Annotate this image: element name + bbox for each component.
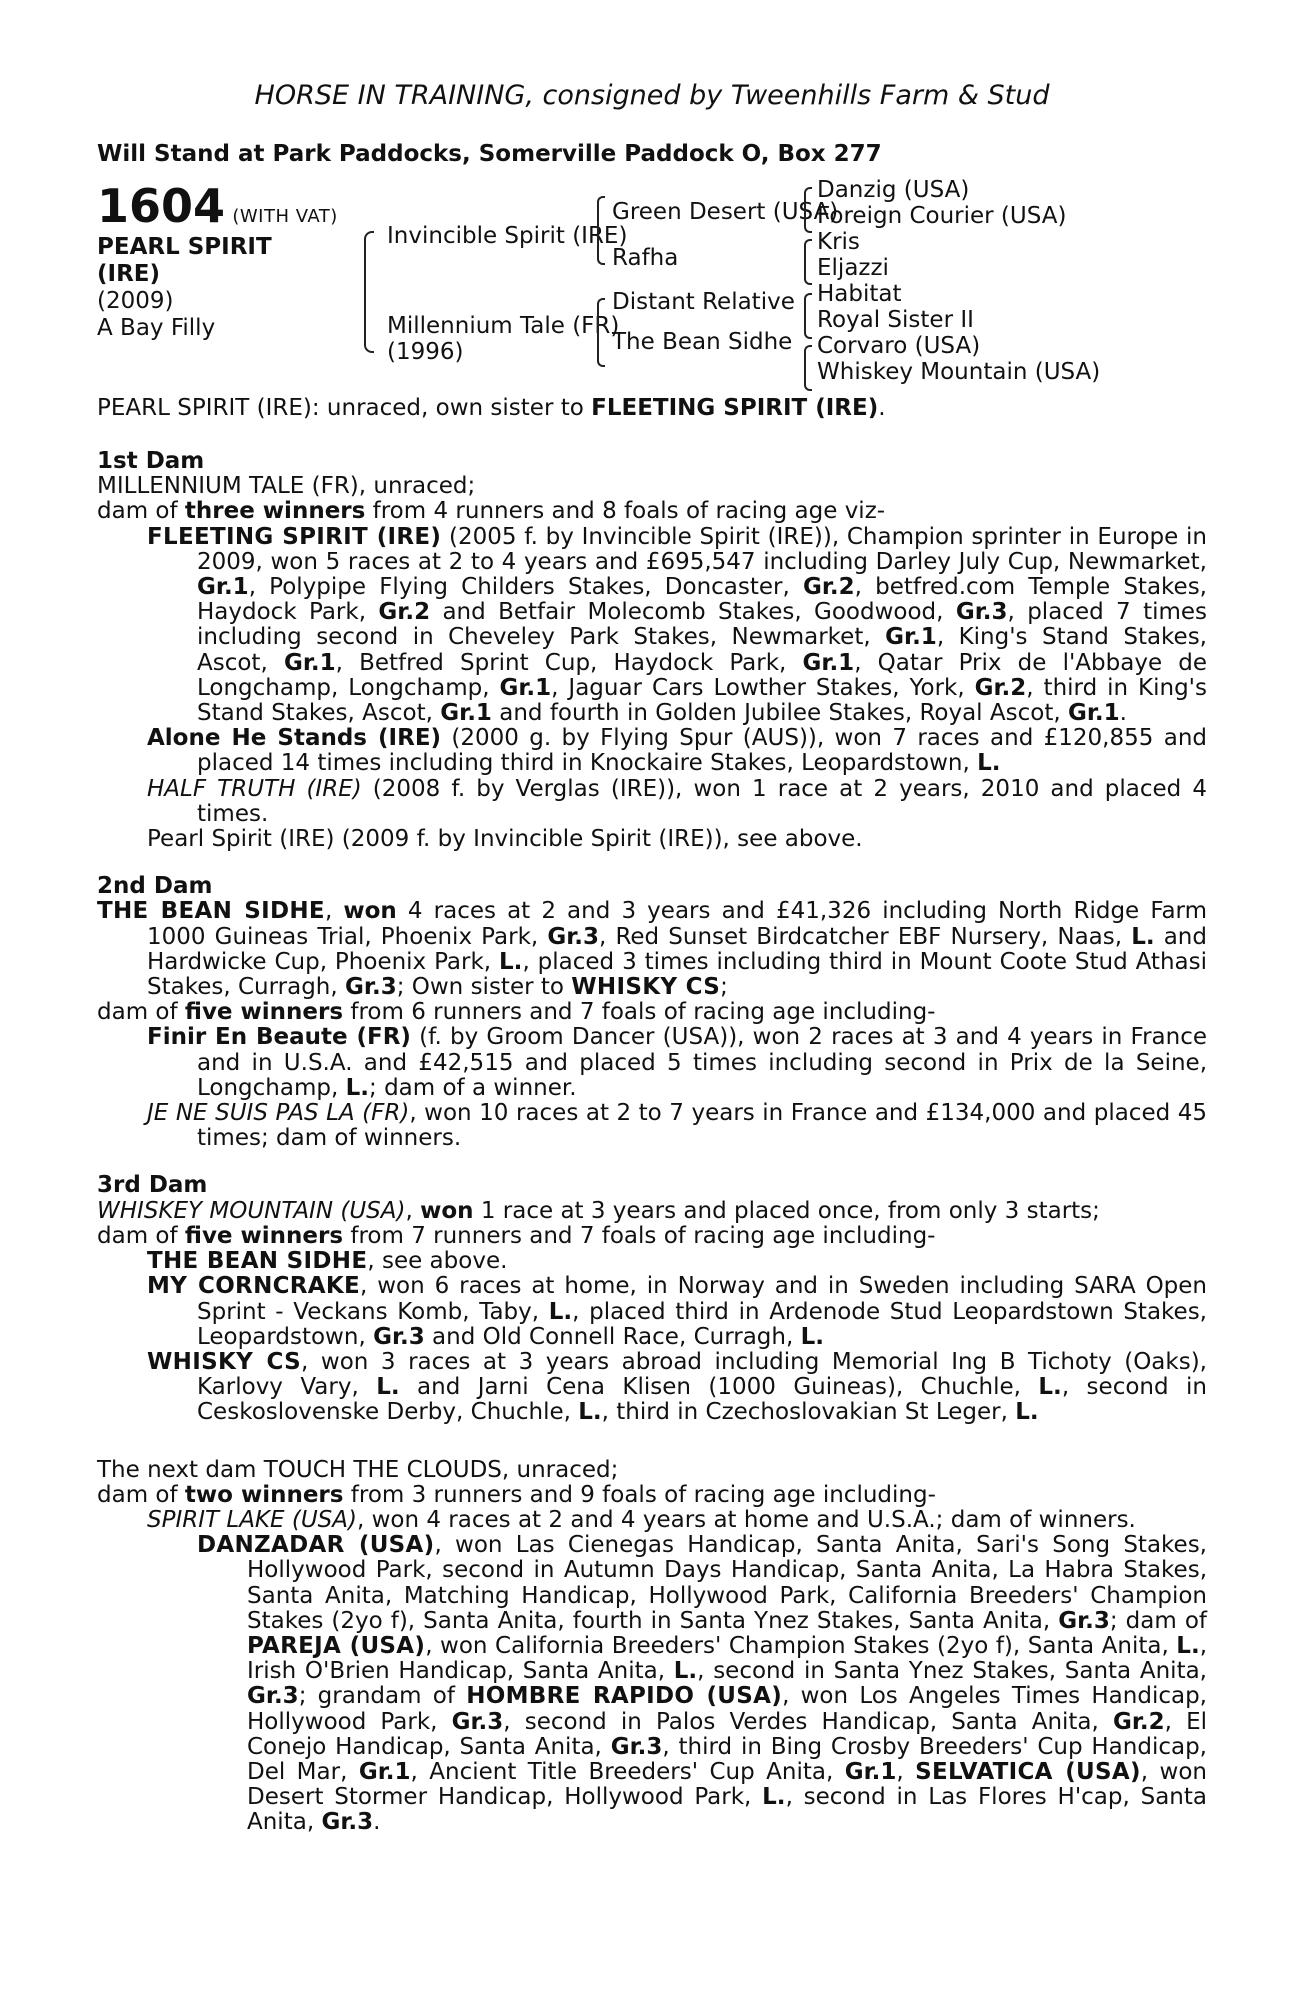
gen3-brace-4	[804, 345, 812, 391]
third-dam-heading: 3rd Dam	[97, 1172, 208, 1199]
progeny-fleeting-spirit: FLEETING SPIRIT (IRE) (2005 f. by Invincible Spirit (IRE)), Champion sprinter in Europe in 2009, won 5 races at 2 to 4 years and £695,547 including Darley July Cup, Newmarket, Gr.1, Polypipe Flying Childers Stakes, Doncaster, Gr.2, betfred.com Temple Stakes, Haydock Park, Gr.2 and Betfair Molecomb Stakes, Goodwood, Gr.3, placed 7 times including second in Cheveley Park Stakes, Newmarket, Gr.1, King's Stand Stakes, Ascot, Gr.1, Betfred Sprint Cup, Haydock Park, Gr.1, Qatar Prix de l'Abbaye de Longchamp, Longchamp, Gr.1, Jaguar Cars Lowther Stakes, York, Gr.2, third in King's Stand Stakes, Ascot, Gr.1 and fourth in Golden Jubilee Stakes, Royal Ascot, Gr.1.	[147, 523, 1208, 727]
progeny-whisky-cs: WHISKY CS, won 3 races at 3 years abroad including Memorial Ing B Tichoty (Oaks), Karlovy Vary, L. and Jarni Cena Klisen (1000 Guineas), Chuchle, L., second in Ceskoslovenske Derby, Chuchle, L., third in Czechoslovakian St Leger, L.	[147, 1348, 1207, 1426]
sire-dam-dam: Eljazzi	[817, 255, 889, 281]
dam-year: (1996)	[387, 339, 464, 365]
progeny-danzadar: DANZADAR (USA), won Las Cienegas Handicap, Santa Anita, Sari's Song Stakes, Hollywood Park, second in Autumn Days Handicap, Santa Anita, La Habra Stakes, Santa Anita, Matching Handicap, Hollywood Park, California Breeders' Champion Stakes (2yo f), Santa Anita, fourth in Santa Ynez Stakes, Santa Anita, Gr.3; dam of PAREJA (USA), won California Breeders' Champion Stakes (2yo f), Santa Anita, L., Irish O'Brien Handicap, Santa Anita, L., second in Santa Ynez Stakes, Santa Anita, Gr.3; grandam of HOMBRE RAPIDO (USA), won Los Angeles Times Handicap, Hollywood Park, Gr.3, second in Palos Verdes Handicap, Santa Anita, Gr.2, El Conejo Handicap, Santa Anita, Gr.3, third in Bing Crosby Breeders' Cup Handicap, Del Mar, Gr.1, Ancient Title Breeders' Cup Anita, Gr.1, SELVATICA (USA), won Desert Stormer Handicap, Hollywood Park, L., second in Las Flores H'cap, Santa Anita, Gr.3.	[197, 1532, 1208, 1836]
sire-brace	[597, 196, 605, 265]
dam-dam: The Bean Sidhe	[612, 329, 793, 355]
pedigree-table	[97, 177, 1207, 391]
next-dam-section: The next dam TOUCH THE CLOUDS, unraced; dam of two winners from 3 runners and 9 foals of racing age including- SPIRIT LAKE (USA), won 4 races at 2 and 4 years at home and U.S.A.; dam of winners. DANZADAR (USA), won Las Cienegas Handicap, Santa Anita, Sari's Song Stakes, Hollywood Park, second in Autumn Days Handicap, Santa Anita, La Habra Stakes, Santa Anita, Matching Handicap, Hollywood Park, California Breeders' Champion Stakes (2yo f), Santa Anita, fourth in Santa Ynez Stakes, Santa Anita, Gr.3; dam of PAREJA (USA), won California Breeders' Champion Stakes (2yo f), Santa Anita, L., Irish O'Brien Handicap, Santa Anita, L., second in Santa Ynez Stakes, Santa Anita, Gr.3; grandam of HOMBRE RAPIDO (USA), won Los Angeles Times Handicap, Hollywood Park, Gr.3, second in Palos Verdes Handicap, Santa Anita, Gr.2, El Conejo Handicap, Santa Anita, Gr.3, third in Bing Crosby Breeders' Cup Handicap, Del Mar, Gr.1, Ancient Title Breeders' Cup Anita, Gr.1, SELVATICA (USA), won Desert Stormer Handicap, Hollywood Park, L., second in Las Flores H'cap, Santa Anita, Gr.3.	[97, 1456, 1208, 1836]
vat-label: (WITH VAT)	[232, 206, 338, 227]
pedigree-brace	[364, 231, 374, 353]
second-dam-heading: 2nd Dam	[97, 873, 213, 900]
horse-name-line1: PEARL SPIRIT	[97, 234, 272, 260]
dam-sire-dam: Royal Sister II	[817, 307, 974, 333]
progeny-spirit-lake: SPIRIT LAKE (USA), won 4 races at 2 and 4 years at home and U.S.A.; dam of winners.	[147, 1506, 1136, 1533]
dam-dam-dam: Whiskey Mountain (USA)	[817, 359, 1101, 385]
dam: Millennium Tale (FR)	[387, 313, 620, 339]
progeny-pearl-spirit: Pearl Spirit (IRE) (2009 f. by Invincible Spirit (IRE)), see above.	[147, 826, 863, 853]
catalogue-page	[97, 80, 1207, 1836]
location-line: Will Stand at Park Paddocks, Somerville Paddock O, Box 277	[97, 141, 882, 167]
horse-name-line2: (IRE)	[97, 261, 161, 287]
progeny-the-bean-sidhe: THE BEAN SIDHE, see above.	[147, 1248, 508, 1275]
first-dam-heading: 1st Dam	[97, 448, 205, 474]
gen3-brace-1	[804, 187, 812, 233]
gen3-brace-3	[804, 293, 812, 339]
first-dam-section: MILLENNIUM TALE (FR), unraced; dam of three winners from 4 runners and 8 foals of racing age viz- FLEETING SPIRIT (IRE) (2005 f. by Invincible Spirit (IRE)), Champion sprinter in Europe in 2009, won 5 races at 2 to 4 years and £695,547 including Darley July Cup, Newmarket, Gr.1, Polypipe Flying Childers Stakes, Doncaster, Gr.2, betfred.com Temple Stakes, Haydock Park, Gr.2 and Betfair Molecomb Stakes, Goodwood, Gr.3, placed 7 times including second in Cheveley Park Stakes, Newmarket, Gr.1, King's Stand Stakes, Ascot, Gr.1, Betfred Sprint Cup, Haydock Park, Gr.1, Qatar Prix de l'Abbaye de Longchamp, Longchamp, Gr.1, Jaguar Cars Lowther Stakes, York, Gr.2, third in King's Stand Stakes, Ascot, Gr.1 and fourth in Golden Jubilee Stakes, Royal Ascot, Gr.1. Alone He Stands (IRE) (2000 g. by Flying Spur (AUS)), won 7 races and £120,855 and placed 14 times including third in Knockaire Stakes, Leopardstown, L. HALF TRUTH (IRE) (2008 f. by Verglas (IRE)), won 1 race at 2 years, 2010 and placed 4 times. Pearl Spirit (IRE) (2009 f. by Invincible Spirit (IRE)), see above.	[97, 473, 1208, 853]
sire-dam-sire: Kris	[817, 229, 860, 255]
dam-dam-sire: Corvaro (USA)	[817, 333, 981, 359]
progeny-my-corncrake: MY CORNCRAKE, won 6 races at home, in Norway and in Sweden including SARA Open Sprint - Veckans Komb, Taby, L., placed third in Ardenode Stud Leopardstown Stakes, Leopardstown, Gr.3 and Old Connell Race, Curragh, L.	[147, 1273, 1208, 1350]
page-header: HORSE IN TRAINING, consigned by Tweenhills Farm & Stud	[254, 80, 1050, 111]
sire-sire-sire: Danzig (USA)	[817, 177, 970, 203]
gen3-brace-2	[804, 239, 812, 285]
progeny-alone-he-stands: Alone He Stands (IRE) (2000 g. by Flying Spur (AUS)), won 7 races and £120,855 and placed 14 times including third in Knockaire Stakes, Leopardstown, L.	[147, 725, 1207, 777]
summary-line: PEARL SPIRIT (IRE): unraced, own sister to FLEETING SPIRIT (IRE).	[97, 395, 886, 421]
dam-sire-sire: Habitat	[817, 281, 902, 307]
progeny-finir-en-beaute: Finir En Beaute (FR) (f. by Groom Dancer (USA)), won 2 races at 3 and 4 years in France and in U.S.A. and £42,515 and placed 5 times including second in Prix de la Seine, Longchamp, L.; dam of a winner.	[147, 1024, 1207, 1101]
progeny-half-truth: HALF TRUTH (IRE) (2008 f. by Verglas (IRE)), won 1 race at 2 years, 2010 and placed 4 times.	[147, 775, 1207, 827]
second-dam-section: THE BEAN SIDHE, won 4 races at 2 and 3 years and £41,326 including North Ridge Farm 1000 Guineas Trial, Phoenix Park, Gr.3, Red Sunset Birdcatcher EBF Nursery, Naas, L. and Hardwicke Cup, Phoenix Park, L., placed 3 times including third in Mount Coote Stud Athasi Stakes, Curragh, Gr.3; Own sister to WHISKY CS; dam of five winners from 6 runners and 7 foals of racing age including- Finir En Beaute (FR) (f. by Groom Dancer (USA)), won 2 races at 3 and 4 years in France and in U.S.A. and £42,515 and placed 5 times including second in Prix de la Seine, Longchamp, L.; dam of a winner. JE NE SUIS PAS LA (FR), won 10 races at 2 to 7 years in France and £134,000 and placed 45 times; dam of winners.	[97, 898, 1208, 1152]
horse-description: A Bay Filly	[97, 315, 216, 341]
sire-dam: Rafha	[612, 245, 679, 271]
sire-sire-dam: Foreign Courier (USA)	[817, 203, 1067, 229]
foaling-year: (2009)	[97, 288, 174, 314]
dam-brace	[597, 298, 605, 367]
lot-number: 1604	[97, 179, 226, 233]
sire-sire: Green Desert (USA)	[612, 199, 839, 225]
third-dam-section: WHISKEY MOUNTAIN (USA), won 1 race at 3 years and placed once, from only 3 starts; dam of five winners from 7 runners and 7 foals of racing age including- THE BEAN SIDHE, see above. MY CORNCRAKE, won 6 races at home, in Norway and in Sweden including SARA Open Sprint - Veckans Komb, Taby, L., placed third in Ardenode Stud Leopardstown Stakes, Leopardstown, Gr.3 and Old Connell Race, Curragh, L. WHISKY CS, won 3 races at 3 years abroad including Memorial Ing B Tichoty (Oaks), Karlovy Vary, L. and Jarni Cena Klisen (1000 Guineas), Chuchle, L., second in Ceskoslovenske Derby, Chuchle, L., third in Czechoslovakian St Leger, L.	[97, 1197, 1208, 1426]
progeny-je-ne-suis-pas-la: JE NE SUIS PAS LA (FR), won 10 races at 2 to 7 years in France and £134,000 and placed 45 times; dam of winners.	[147, 1100, 1208, 1152]
sire: Invincible Spirit (IRE)	[387, 223, 628, 249]
dam-sire: Distant Relative	[612, 289, 795, 315]
lot-number-line	[97, 179, 338, 233]
